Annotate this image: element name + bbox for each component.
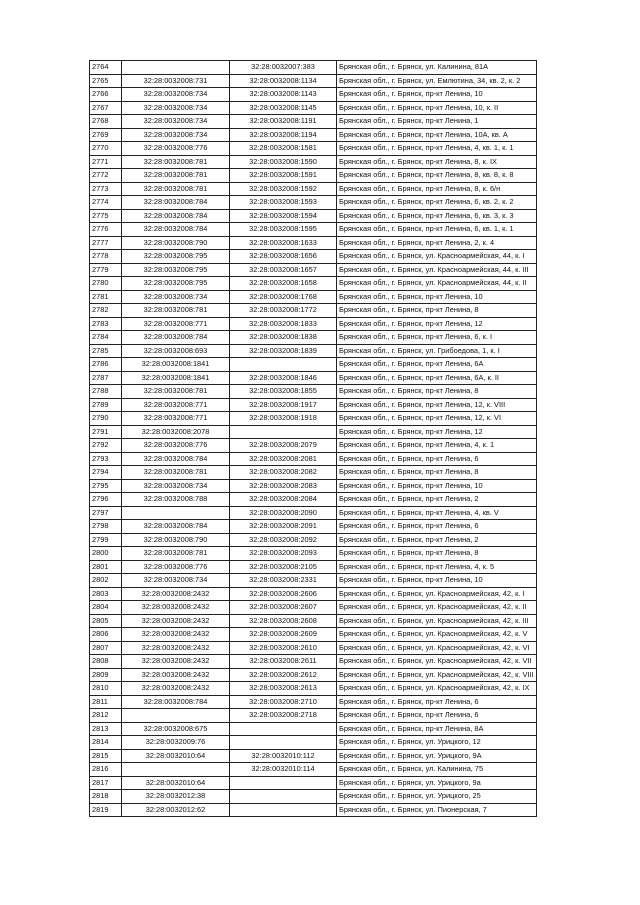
registry-table xyxy=(89,60,537,817)
cadastral-number-cell: 32:28:0032008:2610 xyxy=(230,641,337,655)
table-row xyxy=(90,331,537,345)
parent-cadastral-number-cell: 32:28:0032008:2432 xyxy=(122,682,230,696)
address-cell: Брянская обл., г. Брянск, ул. Калинина, 81А xyxy=(337,61,537,75)
row-number-cell: 2779 xyxy=(90,263,122,277)
row-number-cell: 2784 xyxy=(90,331,122,345)
row-number-cell: 2806 xyxy=(90,628,122,642)
parent-cadastral-number-cell: 32:28:0032008:2432 xyxy=(122,614,230,628)
row-number-cell: 2778 xyxy=(90,250,122,264)
address-cell: Брянская обл., г. Брянск, пр-кт Ленина, 8, к. 6/н xyxy=(337,182,537,196)
table-row xyxy=(90,250,537,264)
cadastral-number-cell: 32:28:0032008:2079 xyxy=(230,439,337,453)
parent-cadastral-number-cell: 32:28:0032008:781 xyxy=(122,466,230,480)
parent-cadastral-number-cell: 32:28:0032008:784 xyxy=(122,196,230,210)
table-row xyxy=(90,439,537,453)
table-row xyxy=(90,547,537,561)
parent-cadastral-number-cell: 32:28:0032008:784 xyxy=(122,331,230,345)
cadastral-number-cell: 32:28:0032008:1656 xyxy=(230,250,337,264)
table-row xyxy=(90,223,537,237)
address-cell: Брянская обл., г. Брянск, пр-кт Ленина, 8 xyxy=(337,304,537,318)
row-number-cell: 2772 xyxy=(90,169,122,183)
cadastral-number-cell: 32:28:0032008:2608 xyxy=(230,614,337,628)
table-row xyxy=(90,628,537,642)
address-cell: Брянская обл., г. Брянск, пр-кт Ленина, 6, к. I xyxy=(337,331,537,345)
cadastral-number-cell: 32:28:0032008:1143 xyxy=(230,88,337,102)
parent-cadastral-number-cell: 32:28:0032008:781 xyxy=(122,385,230,399)
table-row xyxy=(90,128,537,142)
row-number-cell: 2801 xyxy=(90,560,122,574)
address-cell: Брянская обл., г. Брянск, пр-кт Ленина, 4, к. 1 xyxy=(337,439,537,453)
row-number-cell: 2791 xyxy=(90,425,122,439)
cadastral-number-cell: 32:28:0032008:2710 xyxy=(230,695,337,709)
address-cell: Брянская обл., г. Брянск, пр-кт Ленина, 6, кв. 3, к. 3 xyxy=(337,209,537,223)
row-number-cell: 2788 xyxy=(90,385,122,399)
address-cell: Брянская обл., г. Брянск, пр-кт Ленина, 8А xyxy=(337,722,537,736)
table-row xyxy=(90,722,537,736)
cadastral-number-cell: 32:28:0032008:1194 xyxy=(230,128,337,142)
cadastral-number-cell: 32:28:0032008:2105 xyxy=(230,560,337,574)
address-cell: Брянская обл., г. Брянск, ул. Красноармейская, 42, к. I xyxy=(337,587,537,601)
cadastral-number-cell: 32:28:0032008:2612 xyxy=(230,668,337,682)
table-row xyxy=(90,371,537,385)
cadastral-number-cell: 32:28:0032008:1592 xyxy=(230,182,337,196)
table-row xyxy=(90,641,537,655)
cadastral-number-cell xyxy=(230,790,337,804)
parent-cadastral-number-cell: 32:28:0032008:734 xyxy=(122,101,230,115)
address-cell: Брянская обл., г. Брянск, ул. Урицкого, 9а xyxy=(337,776,537,790)
address-cell: Брянская обл., г. Брянск, пр-кт Ленина, 8, к. IX xyxy=(337,155,537,169)
address-cell: Брянская обл., г. Брянск, пр-кт Ленина, 4, кв. 1, к. 1 xyxy=(337,142,537,156)
table-row xyxy=(90,142,537,156)
cadastral-number-cell xyxy=(230,358,337,372)
table-row xyxy=(90,452,537,466)
row-number-cell: 2789 xyxy=(90,398,122,412)
table-row xyxy=(90,736,537,750)
address-cell: Брянская обл., г. Брянск, ул. Красноармейская, 44, к. II xyxy=(337,277,537,291)
row-number-cell: 2768 xyxy=(90,115,122,129)
cadastral-number-cell: 32:28:0032008:1839 xyxy=(230,344,337,358)
table-row xyxy=(90,682,537,696)
row-number-cell: 2773 xyxy=(90,182,122,196)
cadastral-number-cell: 32:28:0032008:2607 xyxy=(230,601,337,615)
cadastral-number-cell: 32:28:0032008:1633 xyxy=(230,236,337,250)
parent-cadastral-number-cell: 32:28:0032008:776 xyxy=(122,439,230,453)
row-number-cell: 2797 xyxy=(90,506,122,520)
row-number-cell: 2811 xyxy=(90,695,122,709)
address-cell: Брянская обл., г. Брянск, пр-кт Ленина, 6 xyxy=(337,695,537,709)
address-cell: Брянская обл., г. Брянск, пр-кт Ленина, 10 xyxy=(337,88,537,102)
address-cell: Брянская обл., г. Брянск, ул. Урицкого, 25 xyxy=(337,790,537,804)
row-number-cell: 2793 xyxy=(90,452,122,466)
cadastral-number-cell: 32:28:0032008:1657 xyxy=(230,263,337,277)
cadastral-number-cell: 32:28:0032010:112 xyxy=(230,749,337,763)
parent-cadastral-number-cell: 32:28:0032008:784 xyxy=(122,520,230,534)
parent-cadastral-number-cell xyxy=(122,709,230,723)
cadastral-number-cell: 32:28:0032008:1595 xyxy=(230,223,337,237)
parent-cadastral-number-cell: 32:28:0032008:795 xyxy=(122,250,230,264)
cadastral-number-cell xyxy=(230,803,337,817)
parent-cadastral-number-cell: 32:28:0032008:1841 xyxy=(122,358,230,372)
parent-cadastral-number-cell: 32:28:0032008:795 xyxy=(122,263,230,277)
parent-cadastral-number-cell: 32:28:0032008:2432 xyxy=(122,655,230,669)
cadastral-number-cell: 32:28:0032008:1593 xyxy=(230,196,337,210)
table-row xyxy=(90,344,537,358)
parent-cadastral-number-cell: 32:28:0032008:2078 xyxy=(122,425,230,439)
row-number-cell: 2795 xyxy=(90,479,122,493)
table-row xyxy=(90,236,537,250)
row-number-cell: 2775 xyxy=(90,209,122,223)
parent-cadastral-number-cell xyxy=(122,506,230,520)
table-row xyxy=(90,425,537,439)
cadastral-number-cell xyxy=(230,736,337,750)
parent-cadastral-number-cell: 32:28:0032008:781 xyxy=(122,169,230,183)
parent-cadastral-number-cell: 32:28:0032008:2432 xyxy=(122,587,230,601)
row-number-cell: 2764 xyxy=(90,61,122,75)
table-row xyxy=(90,601,537,615)
cadastral-number-cell: 32:28:0032008:1918 xyxy=(230,412,337,426)
parent-cadastral-number-cell: 32:28:0032008:734 xyxy=(122,479,230,493)
parent-cadastral-number-cell: 32:28:0032008:675 xyxy=(122,722,230,736)
cadastral-number-cell: 32:28:0032008:1833 xyxy=(230,317,337,331)
parent-cadastral-number-cell: 32:28:0032008:2432 xyxy=(122,641,230,655)
row-number-cell: 2783 xyxy=(90,317,122,331)
address-cell: Брянская обл., г. Брянск, ул. Красноармейская, 42, к. VIII xyxy=(337,668,537,682)
address-cell: Брянская обл., г. Брянск, ул. Красноармейская, 42, к. II xyxy=(337,601,537,615)
parent-cadastral-number-cell: 32:28:0032008:790 xyxy=(122,236,230,250)
address-cell: Брянская обл., г. Брянск, ул. Красноармейская, 42, к. VII xyxy=(337,655,537,669)
table-row xyxy=(90,209,537,223)
address-cell: Брянская обл., г. Брянск, ул. Красноармейская, 44, к. III xyxy=(337,263,537,277)
table-row xyxy=(90,398,537,412)
cadastral-number-cell: 32:28:0032008:2718 xyxy=(230,709,337,723)
cadastral-number-cell xyxy=(230,425,337,439)
table-row xyxy=(90,533,537,547)
address-cell: Брянская обл., г. Брянск, пр-кт Ленина, 10А, кв. А xyxy=(337,128,537,142)
row-number-cell: 2780 xyxy=(90,277,122,291)
cadastral-number-cell: 32:28:0032008:2091 xyxy=(230,520,337,534)
row-number-cell: 2777 xyxy=(90,236,122,250)
address-cell: Брянская обл., г. Брянск, ул. Калинина, 75 xyxy=(337,763,537,777)
table-row xyxy=(90,277,537,291)
address-cell: Брянская обл., г. Брянск, пр-кт Ленина, 6А xyxy=(337,358,537,372)
cadastral-number-cell: 32:28:0032008:2092 xyxy=(230,533,337,547)
cadastral-number-cell: 32:28:0032008:1772 xyxy=(230,304,337,318)
table-row xyxy=(90,466,537,480)
parent-cadastral-number-cell: 32:28:0032008:734 xyxy=(122,128,230,142)
row-number-cell: 2790 xyxy=(90,412,122,426)
address-cell: Брянская обл., г. Брянск, пр-кт Ленина, 8, кв. 8, к. 8 xyxy=(337,169,537,183)
table-row xyxy=(90,709,537,723)
cadastral-number-cell: 32:28:0032008:1846 xyxy=(230,371,337,385)
parent-cadastral-number-cell: 32:28:0032008:784 xyxy=(122,209,230,223)
table-row xyxy=(90,574,537,588)
row-number-cell: 2817 xyxy=(90,776,122,790)
row-number-cell: 2812 xyxy=(90,709,122,723)
parent-cadastral-number-cell: 32:28:0032012:38 xyxy=(122,790,230,804)
parent-cadastral-number-cell: 32:28:0032008:781 xyxy=(122,547,230,561)
cadastral-number-cell xyxy=(230,776,337,790)
table-row xyxy=(90,790,537,804)
cadastral-number-cell: 32:28:0032008:1134 xyxy=(230,74,337,88)
cadastral-number-cell: 32:28:0032008:2093 xyxy=(230,547,337,561)
parent-cadastral-number-cell xyxy=(122,61,230,75)
address-cell: Брянская обл., г. Брянск, пр-кт Ленина, 2 xyxy=(337,493,537,507)
cadastral-number-cell: 32:28:0032008:2081 xyxy=(230,452,337,466)
table-row xyxy=(90,358,537,372)
parent-cadastral-number-cell: 32:28:0032008:788 xyxy=(122,493,230,507)
cadastral-number-cell: 32:28:0032008:1590 xyxy=(230,155,337,169)
table-row xyxy=(90,169,537,183)
row-number-cell: 2782 xyxy=(90,304,122,318)
table-row xyxy=(90,88,537,102)
address-cell: Брянская обл., г. Брянск, ул. Грибоедова, 1, к. I xyxy=(337,344,537,358)
table-row xyxy=(90,263,537,277)
cadastral-number-cell: 32:28:0032008:1145 xyxy=(230,101,337,115)
address-cell: Брянская обл., г. Брянск, пр-кт Ленина, 1 xyxy=(337,115,537,129)
cadastral-number-cell: 32:28:0032008:2613 xyxy=(230,682,337,696)
address-cell: Брянская обл., г. Брянск, пр-кт Ленина, 6 xyxy=(337,452,537,466)
table-row xyxy=(90,412,537,426)
row-number-cell: 2807 xyxy=(90,641,122,655)
address-cell: Брянская обл., г. Брянск, пр-кт Ленина, 10 xyxy=(337,290,537,304)
row-number-cell: 2766 xyxy=(90,88,122,102)
address-cell: Брянская обл., г. Брянск, пр-кт Ленина, 4, кв. V xyxy=(337,506,537,520)
address-cell: Брянская обл., г. Брянск, ул. Красноармейская, 42, к. III xyxy=(337,614,537,628)
cadastral-number-cell: 32:28:0032008:2090 xyxy=(230,506,337,520)
address-cell: Брянская обл., г. Брянск, пр-кт Ленина, 6 xyxy=(337,709,537,723)
cadastral-number-cell: 32:28:0032008:1581 xyxy=(230,142,337,156)
cadastral-number-cell: 32:28:0032008:2331 xyxy=(230,574,337,588)
cadastral-number-cell: 32:28:0032008:1591 xyxy=(230,169,337,183)
row-number-cell: 2785 xyxy=(90,344,122,358)
row-number-cell: 2781 xyxy=(90,290,122,304)
parent-cadastral-number-cell: 32:28:0032008:1841 xyxy=(122,371,230,385)
row-number-cell: 2765 xyxy=(90,74,122,88)
address-cell: Брянская обл., г. Брянск, пр-кт Ленина, 6А, к. II xyxy=(337,371,537,385)
table-row xyxy=(90,803,537,817)
table-row xyxy=(90,560,537,574)
row-number-cell: 2802 xyxy=(90,574,122,588)
table-row xyxy=(90,763,537,777)
parent-cadastral-number-cell: 32:28:0032008:784 xyxy=(122,452,230,466)
address-cell: Брянская обл., г. Брянск, пр-кт Ленина, 6 xyxy=(337,520,537,534)
cadastral-number-cell: 32:28:0032008:1838 xyxy=(230,331,337,345)
cadastral-number-cell: 32:28:0032008:2082 xyxy=(230,466,337,480)
parent-cadastral-number-cell: 32:28:0032008:771 xyxy=(122,317,230,331)
row-number-cell: 2771 xyxy=(90,155,122,169)
address-cell: Брянская обл., г. Брянск, пр-кт Ленина, 6, кв. 2, к. 2 xyxy=(337,196,537,210)
address-cell: Брянская обл., г. Брянск, ул. Красноармейская, 42, к. VI xyxy=(337,641,537,655)
address-cell: Брянская обл., г. Брянск, ул. Пионерская, 7 xyxy=(337,803,537,817)
row-number-cell: 2796 xyxy=(90,493,122,507)
row-number-cell: 2794 xyxy=(90,466,122,480)
parent-cadastral-number-cell: 32:28:0032008:2432 xyxy=(122,628,230,642)
parent-cadastral-number-cell: 32:28:0032008:771 xyxy=(122,398,230,412)
table-row xyxy=(90,74,537,88)
table-row xyxy=(90,695,537,709)
row-number-cell: 2769 xyxy=(90,128,122,142)
address-cell: Брянская обл., г. Брянск, пр-кт Ленина, 2, к. 4 xyxy=(337,236,537,250)
row-number-cell: 2800 xyxy=(90,547,122,561)
parent-cadastral-number-cell: 32:28:0032008:781 xyxy=(122,182,230,196)
parent-cadastral-number-cell: 32:28:0032010:64 xyxy=(122,749,230,763)
parent-cadastral-number-cell: 32:28:0032012:62 xyxy=(122,803,230,817)
table-row xyxy=(90,655,537,669)
row-number-cell: 2792 xyxy=(90,439,122,453)
address-cell: Брянская обл., г. Брянск, пр-кт Ленина, 12, к. VIII xyxy=(337,398,537,412)
address-cell: Брянская обл., г. Брянск, пр-кт Ленина, 2 xyxy=(337,533,537,547)
table-row xyxy=(90,182,537,196)
address-cell: Брянская обл., г. Брянск, пр-кт Ленина, 4, к. 5 xyxy=(337,560,537,574)
address-cell: Брянская обл., г. Брянск, пр-кт Ленина, 8 xyxy=(337,385,537,399)
table-row xyxy=(90,749,537,763)
table-row xyxy=(90,520,537,534)
address-cell: Брянская обл., г. Брянск, пр-кт Ленина, 10, к. II xyxy=(337,101,537,115)
address-cell: Брянская обл., г. Брянск, пр-кт Ленина, 12 xyxy=(337,425,537,439)
row-number-cell: 2814 xyxy=(90,736,122,750)
address-cell: Брянская обл., г. Брянск, ул. Емлютина, 34, кв. 2, к. 2 xyxy=(337,74,537,88)
cadastral-number-cell: 32:28:0032008:2606 xyxy=(230,587,337,601)
row-number-cell: 2816 xyxy=(90,763,122,777)
row-number-cell: 2810 xyxy=(90,682,122,696)
registry-table-body xyxy=(90,61,537,817)
table-row xyxy=(90,506,537,520)
row-number-cell: 2776 xyxy=(90,223,122,237)
row-number-cell: 2787 xyxy=(90,371,122,385)
cadastral-number-cell: 32:28:0032010:114 xyxy=(230,763,337,777)
address-cell: Брянская обл., г. Брянск, ул. Урицкого, 9А xyxy=(337,749,537,763)
table-row xyxy=(90,290,537,304)
table-row xyxy=(90,101,537,115)
table-row xyxy=(90,115,537,129)
table-row xyxy=(90,385,537,399)
table-row xyxy=(90,317,537,331)
row-number-cell: 2805 xyxy=(90,614,122,628)
cadastral-number-cell: 32:28:0032007:383 xyxy=(230,61,337,75)
address-cell: Брянская обл., г. Брянск, ул. Красноармейская, 42, к. IX xyxy=(337,682,537,696)
row-number-cell: 2786 xyxy=(90,358,122,372)
cadastral-number-cell: 32:28:0032008:1594 xyxy=(230,209,337,223)
row-number-cell: 2809 xyxy=(90,668,122,682)
table-row xyxy=(90,776,537,790)
address-cell: Брянская обл., г. Брянск, пр-кт Ленина, 12, к. VI xyxy=(337,412,537,426)
address-cell: Брянская обл., г. Брянск, пр-кт Ленина, 12 xyxy=(337,317,537,331)
parent-cadastral-number-cell: 32:28:0032008:731 xyxy=(122,74,230,88)
cadastral-number-cell: 32:28:0032008:1191 xyxy=(230,115,337,129)
table-row xyxy=(90,479,537,493)
parent-cadastral-number-cell: 32:28:0032008:734 xyxy=(122,574,230,588)
cadastral-number-cell: 32:28:0032008:1917 xyxy=(230,398,337,412)
row-number-cell: 2815 xyxy=(90,749,122,763)
row-number-cell: 2803 xyxy=(90,587,122,601)
parent-cadastral-number-cell: 32:28:0032008:734 xyxy=(122,290,230,304)
table-row xyxy=(90,61,537,75)
table-row xyxy=(90,587,537,601)
row-number-cell: 2804 xyxy=(90,601,122,615)
parent-cadastral-number-cell: 32:28:0032008:781 xyxy=(122,155,230,169)
table-row xyxy=(90,668,537,682)
address-cell: Брянская обл., г. Брянск, пр-кт Ленина, 8 xyxy=(337,466,537,480)
cadastral-number-cell: 32:28:0032008:1658 xyxy=(230,277,337,291)
address-cell: Брянская обл., г. Брянск, пр-кт Ленина, 10 xyxy=(337,479,537,493)
parent-cadastral-number-cell: 32:28:0032008:776 xyxy=(122,142,230,156)
table-row xyxy=(90,155,537,169)
cadastral-number-cell: 32:28:0032008:2083 xyxy=(230,479,337,493)
parent-cadastral-number-cell: 32:28:0032008:784 xyxy=(122,223,230,237)
cadastral-number-cell: 32:28:0032008:1855 xyxy=(230,385,337,399)
address-cell: Брянская обл., г. Брянск, ул. Урицкого, 12 xyxy=(337,736,537,750)
address-cell: Брянская обл., г. Брянск, пр-кт Ленина, 10 xyxy=(337,574,537,588)
row-number-cell: 2774 xyxy=(90,196,122,210)
row-number-cell: 2767 xyxy=(90,101,122,115)
parent-cadastral-number-cell: 32:28:0032008:776 xyxy=(122,560,230,574)
address-cell: Брянская обл., г. Брянск, ул. Красноармейская, 42, к. V xyxy=(337,628,537,642)
address-cell: Брянская обл., г. Брянск, ул. Красноармейская, 44, к. I xyxy=(337,250,537,264)
table-row xyxy=(90,614,537,628)
address-cell: Брянская обл., г. Брянск, пр-кт Ленина, 6, кв. 1, к. 1 xyxy=(337,223,537,237)
parent-cadastral-number-cell: 32:28:0032008:795 xyxy=(122,277,230,291)
parent-cadastral-number-cell: 32:28:0032010:64 xyxy=(122,776,230,790)
address-cell: Брянская обл., г. Брянск, пр-кт Ленина, 8 xyxy=(337,547,537,561)
row-number-cell: 2819 xyxy=(90,803,122,817)
table-row xyxy=(90,196,537,210)
parent-cadastral-number-cell: 32:28:0032008:771 xyxy=(122,412,230,426)
table-row xyxy=(90,493,537,507)
parent-cadastral-number-cell: 32:28:0032008:2432 xyxy=(122,668,230,682)
row-number-cell: 2818 xyxy=(90,790,122,804)
parent-cadastral-number-cell: 32:28:0032009:76 xyxy=(122,736,230,750)
parent-cadastral-number-cell: 32:28:0032008:734 xyxy=(122,115,230,129)
row-number-cell: 2813 xyxy=(90,722,122,736)
parent-cadastral-number-cell xyxy=(122,763,230,777)
parent-cadastral-number-cell: 32:28:0032008:734 xyxy=(122,88,230,102)
cadastral-number-cell: 32:28:0032008:2609 xyxy=(230,628,337,642)
parent-cadastral-number-cell: 32:28:0032008:784 xyxy=(122,695,230,709)
cadastral-number-cell: 32:28:0032008:2611 xyxy=(230,655,337,669)
table-row xyxy=(90,304,537,318)
parent-cadastral-number-cell: 32:28:0032008:790 xyxy=(122,533,230,547)
row-number-cell: 2799 xyxy=(90,533,122,547)
cadastral-number-cell: 32:28:0032008:1768 xyxy=(230,290,337,304)
cadastral-number-cell xyxy=(230,722,337,736)
row-number-cell: 2770 xyxy=(90,142,122,156)
row-number-cell: 2798 xyxy=(90,520,122,534)
row-number-cell: 2808 xyxy=(90,655,122,669)
parent-cadastral-number-cell: 32:28:0032008:693 xyxy=(122,344,230,358)
cadastral-number-cell: 32:28:0032008:2084 xyxy=(230,493,337,507)
parent-cadastral-number-cell: 32:28:0032008:2432 xyxy=(122,601,230,615)
parent-cadastral-number-cell: 32:28:0032008:781 xyxy=(122,304,230,318)
